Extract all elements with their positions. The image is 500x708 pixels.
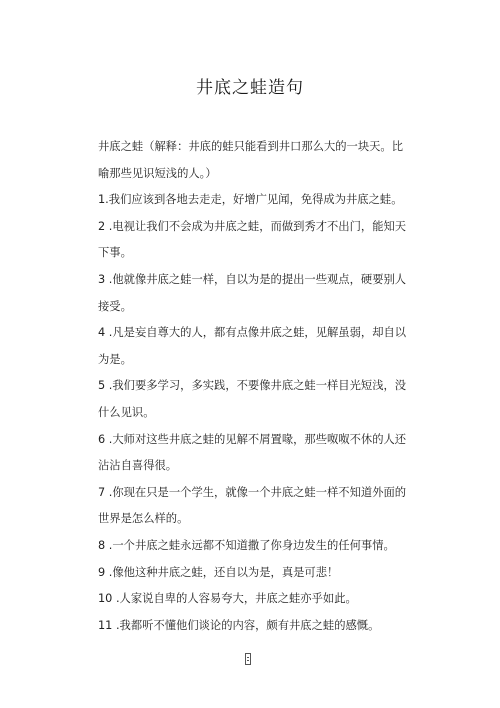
sentence-item: 6 .大师对这些井底之蛙的见解不屑置喙，那些呶呶不休的人还沾沾自喜得很。 [98, 432, 407, 473]
sentence-item: 9 .像他这种井底之蛙，还自以为是，真是可悲！ [98, 565, 339, 579]
page-title: 井底之蛙造句 [196, 78, 304, 98]
sentence-item: 2 .电视让我们不会成为井底之蛙，而做到秀才不出门，能知天下事。 [98, 219, 407, 260]
sentence-item: 11 .我都听不懂他们谈论的内容，颇有井底之蛙的感慨。 [98, 618, 380, 632]
sentence-item: 7 .你现在只是一个学生，就像一个井底之蛙一样不知道外面的世界是怎么样的。 [98, 485, 407, 526]
sentence-item: 8 .一个井底之蛙永远都不知道撒了你身边发生的任何事情。 [98, 538, 395, 552]
sentence-item: 5 .我们要多学习，多实践，不要像井底之蛙一样目光短浅，没什么见识。 [98, 379, 407, 419]
sentence-item: 1.我们应该到各地去走走，好增广见闻，免得成为井底之蛙。 [98, 193, 403, 207]
sentence-item: 3 .他就像井底之蛙一样，自以为是的提出一些观点，硬要别人接受。 [98, 272, 407, 313]
document-body [98, 134, 408, 639]
page-number-icon [245, 653, 251, 665]
sentence-item: 10 .人家说自卑的人容易夸大，井底之蛙亦乎如此。 [98, 592, 357, 606]
sentence-item: 4 .凡是妄自尊大的人，都有点像井底之蛙，见解虽弱，却自以为是。 [98, 326, 407, 366]
intro-paragraph: 井底之蛙（解释：井底的蛙只能看到井口那么大的一块天。比喻那些见识短浅的人。） [98, 140, 404, 180]
